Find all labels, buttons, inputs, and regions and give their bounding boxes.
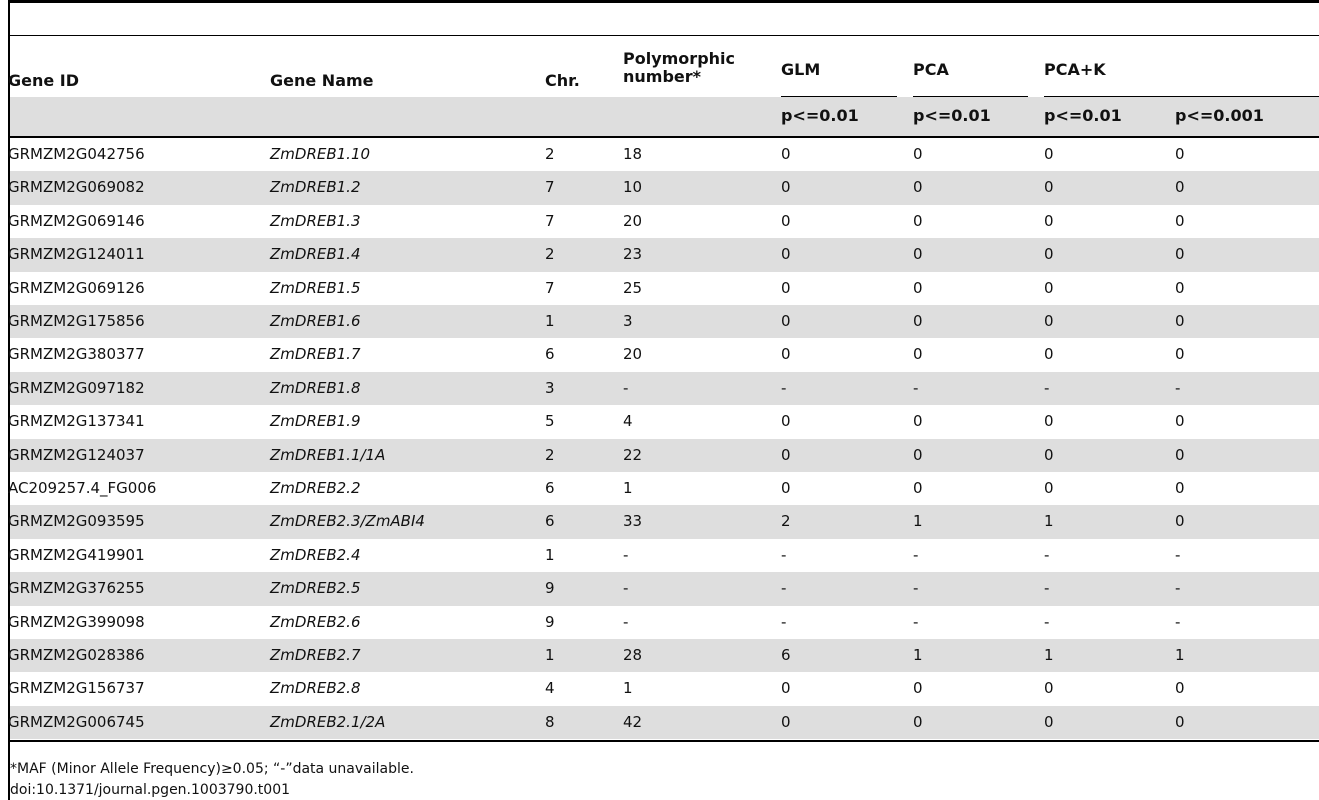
table-row: [10, 539, 1319, 572]
cell-chr: 9: [545, 579, 555, 598]
header-glm: GLM: [781, 60, 821, 79]
cell-chr: 6: [545, 345, 555, 364]
subheader-row: [10, 97, 1319, 136]
cell-gene-id: GRMZM2G137341: [8, 412, 145, 431]
cell-pca: -: [913, 612, 919, 631]
cell-gene-id: GRMZM2G380377: [8, 345, 145, 364]
cell-glm: -: [781, 612, 787, 631]
cell-pcak-001: 0: [1044, 211, 1054, 230]
cell-glm: 0: [781, 245, 791, 264]
cell-pcak-0001: 0: [1175, 679, 1185, 698]
top-rule: [10, 0, 1319, 3]
cell-gene-name: ZmDREB2.2: [270, 479, 361, 497]
cell-chr: 7: [545, 278, 555, 297]
cell-gene-name: ZmDREB1.1/1A: [270, 445, 386, 464]
cell-gene-id: GRMZM2G376255: [8, 579, 145, 598]
header-top-rule: [10, 35, 1319, 36]
cell-chr: 7: [545, 178, 555, 197]
cell-pcak-0001: 0: [1175, 312, 1185, 330]
cell-pca: 0: [913, 211, 923, 230]
cell-gene-id: GRMZM2G175856: [8, 312, 145, 330]
footnote: *MAF (Minor Allele Frequency)≥0.05; “-”data unavailable.: [10, 761, 414, 777]
cell-pcak-0001: 0: [1175, 445, 1185, 464]
cell-glm: 0: [781, 445, 791, 464]
cell-polymorphic: 28: [623, 646, 643, 664]
table-row: [10, 439, 1319, 472]
cell-gene-name: ZmDREB1.6: [270, 312, 361, 330]
table-row: [10, 238, 1319, 271]
table-row: [10, 138, 1319, 171]
cell-pcak-0001: 0: [1175, 712, 1185, 731]
table-row: [10, 706, 1319, 739]
cell-glm: 0: [781, 712, 791, 731]
table-row: [10, 205, 1319, 238]
cell-pca: 0: [913, 245, 923, 264]
cell-gene-id: GRMZM2G124037: [8, 445, 145, 464]
cell-pcak-001: -: [1044, 545, 1050, 564]
cell-pcak-0001: -: [1175, 579, 1181, 598]
cell-gene-name: ZmDREB2.4: [270, 545, 361, 564]
table-row: [10, 305, 1319, 338]
cell-pca: 1: [913, 646, 923, 664]
cell-pcak-001: 1: [1044, 512, 1054, 531]
cell-gene-id: GRMZM2G124011: [8, 245, 145, 264]
cell-pcak-0001: 0: [1175, 278, 1185, 297]
cell-pcak-001: 0: [1044, 479, 1054, 497]
cell-gene-name: ZmDREB1.4: [270, 245, 361, 264]
cell-glm: 0: [781, 412, 791, 431]
cell-pcak-001: 0: [1044, 178, 1054, 197]
cell-pca: 0: [913, 479, 923, 497]
cell-pcak-0001: 0: [1175, 145, 1185, 163]
cell-polymorphic: 3: [623, 312, 633, 330]
cell-glm: 6: [781, 646, 791, 664]
cell-pca: 0: [913, 412, 923, 431]
cell-gene-name: ZmDREB1.2: [270, 178, 361, 197]
cell-pcak-0001: 0: [1175, 345, 1185, 364]
cell-gene-id: GRMZM2G156737: [8, 679, 145, 698]
cell-pcak-001: 0: [1044, 278, 1054, 297]
table-row: [10, 405, 1319, 438]
cell-glm: 0: [781, 145, 791, 163]
cell-pcak-0001: 0: [1175, 479, 1185, 497]
cell-chr: 1: [545, 545, 555, 564]
cell-glm: 0: [781, 479, 791, 497]
cell-gene-id: GRMZM2G028386: [8, 646, 145, 664]
cell-gene-name: ZmDREB2.5: [270, 579, 361, 598]
header-gene-id: Gene ID: [8, 71, 80, 90]
cell-pcak-0001: 0: [1175, 178, 1185, 197]
bottom-rule: [10, 740, 1319, 742]
cell-chr: 1: [545, 312, 555, 330]
cell-chr: 6: [545, 512, 555, 531]
cell-gene-name: ZmDREB2.8: [270, 679, 361, 698]
cell-chr: 6: [545, 479, 555, 497]
header-chr: Chr.: [545, 71, 580, 90]
header-pca: PCA: [913, 60, 949, 79]
cell-pca: 0: [913, 679, 923, 698]
table-row: [10, 338, 1319, 371]
header-polymorphic: [623, 50, 735, 86]
cell-glm: -: [781, 579, 787, 598]
cell-polymorphic: 20: [623, 211, 643, 230]
cell-pcak-001: 0: [1044, 245, 1054, 264]
cell-pcak-0001: -: [1175, 378, 1181, 397]
cell-gene-id: GRMZM2G069082: [8, 178, 145, 197]
cell-polymorphic: 25: [623, 278, 643, 297]
cell-chr: 2: [545, 245, 555, 264]
cell-pca: 1: [913, 512, 923, 531]
cell-polymorphic: -: [623, 545, 629, 564]
header-polymorphic-line1: Polymorphic: [623, 49, 735, 68]
cell-pca: 0: [913, 312, 923, 330]
cell-pcak-0001: -: [1175, 545, 1181, 564]
header-gene-name: Gene Name: [270, 71, 374, 90]
cell-pca: 0: [913, 445, 923, 464]
cell-glm: 0: [781, 278, 791, 297]
cell-chr: 4: [545, 679, 555, 698]
cell-pcak-0001: 0: [1175, 512, 1185, 531]
cell-pcak-0001: 1: [1175, 646, 1185, 664]
cell-pcak-0001: 0: [1175, 245, 1185, 264]
cell-pcak-001: 0: [1044, 712, 1054, 731]
cell-pcak-001: 0: [1044, 312, 1054, 330]
cell-pcak-0001: -: [1175, 612, 1181, 631]
cell-polymorphic: 4: [623, 412, 633, 431]
cell-glm: 0: [781, 211, 791, 230]
cell-pcak-001: 0: [1044, 412, 1054, 431]
table-row: [10, 639, 1319, 672]
cell-gene-id: GRMZM2G069146: [8, 211, 145, 230]
cell-pcak-0001: 0: [1175, 412, 1185, 431]
cell-chr: 9: [545, 612, 555, 631]
cell-chr: 8: [545, 712, 555, 731]
cell-gene-id: GRMZM2G006745: [8, 712, 145, 731]
cell-gene-name: ZmDREB1.9: [270, 412, 361, 431]
cell-chr: 5: [545, 412, 555, 431]
cell-gene-name: ZmDREB2.7: [270, 646, 361, 664]
cell-polymorphic: 18: [623, 145, 643, 163]
cell-glm: 0: [781, 312, 791, 330]
cell-polymorphic: -: [623, 612, 629, 631]
cell-gene-name: ZmDREB1.3: [270, 211, 361, 230]
cell-pcak-001: 0: [1044, 145, 1054, 163]
subheader-pcak-0001: p<=0.001: [1175, 106, 1264, 125]
table-row: [10, 572, 1319, 605]
subheader-pca: p<=0.01: [913, 106, 991, 125]
cell-pca: -: [913, 378, 919, 397]
cell-polymorphic: 10: [623, 178, 643, 197]
cell-glm: 0: [781, 679, 791, 698]
cell-pcak-001: -: [1044, 579, 1050, 598]
cell-chr: 3: [545, 378, 555, 397]
table-row: [10, 606, 1319, 639]
cell-gene-name: ZmDREB1.7: [270, 345, 361, 364]
doi: doi:10.1371/journal.pgen.1003790.t001: [10, 782, 291, 798]
cell-pca: 0: [913, 145, 923, 163]
cell-gene-name: ZmDREB2.1/2A: [270, 712, 386, 731]
cell-gene-name: ZmDREB1.5: [270, 278, 361, 297]
cell-pca: 0: [913, 345, 923, 364]
cell-chr: 2: [545, 145, 555, 163]
cell-pcak-001: 0: [1044, 445, 1054, 464]
cell-gene-id: GRMZM2G399098: [8, 612, 145, 631]
cell-gene-name: ZmDREB1.8: [270, 378, 361, 397]
cell-polymorphic: 42: [623, 712, 643, 731]
table-row: [10, 272, 1319, 305]
cell-gene-id: GRMZM2G093595: [8, 512, 145, 531]
cell-polymorphic: 1: [623, 479, 633, 497]
cell-pcak-001: -: [1044, 378, 1050, 397]
subheader-glm: p<=0.01: [781, 106, 859, 125]
cell-gene-id: GRMZM2G097182: [8, 378, 145, 397]
cell-gene-id: AC209257.4_FG006: [8, 479, 157, 497]
cell-pcak-001: 0: [1044, 345, 1054, 364]
cell-glm: -: [781, 378, 787, 397]
table-row: [10, 372, 1319, 405]
cell-polymorphic: 33: [623, 512, 643, 531]
cell-polymorphic: 23: [623, 245, 643, 264]
header-pcak: PCA+K: [1044, 60, 1106, 79]
cell-pca: -: [913, 579, 919, 598]
cell-pcak-001: 1: [1044, 646, 1054, 664]
header-polymorphic-line2: number*: [623, 67, 702, 86]
cell-glm: 2: [781, 512, 791, 531]
cell-chr: 1: [545, 646, 555, 664]
cell-polymorphic: -: [623, 579, 629, 598]
cell-polymorphic: 1: [623, 679, 633, 698]
cell-pcak-0001: 0: [1175, 211, 1185, 230]
cell-polymorphic: 22: [623, 445, 643, 464]
cell-gene-name: ZmDREB2.3/ZmABI4: [270, 512, 425, 531]
cell-pca: 0: [913, 278, 923, 297]
cell-chr: 7: [545, 211, 555, 230]
cell-chr: 2: [545, 445, 555, 464]
cell-gene-id: GRMZM2G069126: [8, 278, 145, 297]
cell-gene-name: ZmDREB2.6: [270, 612, 361, 631]
cell-gene-id: GRMZM2G042756: [8, 145, 145, 163]
table-row: [10, 505, 1319, 538]
table-row: [10, 672, 1319, 705]
cell-glm: 0: [781, 345, 791, 364]
table-row: [10, 171, 1319, 204]
cell-polymorphic: 20: [623, 345, 643, 364]
cell-pcak-001: -: [1044, 612, 1050, 631]
cell-pca: 0: [913, 712, 923, 731]
cell-gene-name: ZmDREB1.10: [270, 145, 371, 163]
cell-glm: 0: [781, 178, 791, 197]
cell-glm: -: [781, 545, 787, 564]
subheader-pcak-001: p<=0.01: [1044, 106, 1122, 125]
cell-pcak-001: 0: [1044, 679, 1054, 698]
table-row: [10, 472, 1319, 505]
cell-pca: -: [913, 545, 919, 564]
cell-pca: 0: [913, 178, 923, 197]
cell-gene-id: GRMZM2G419901: [8, 545, 145, 564]
cell-polymorphic: -: [623, 378, 629, 397]
